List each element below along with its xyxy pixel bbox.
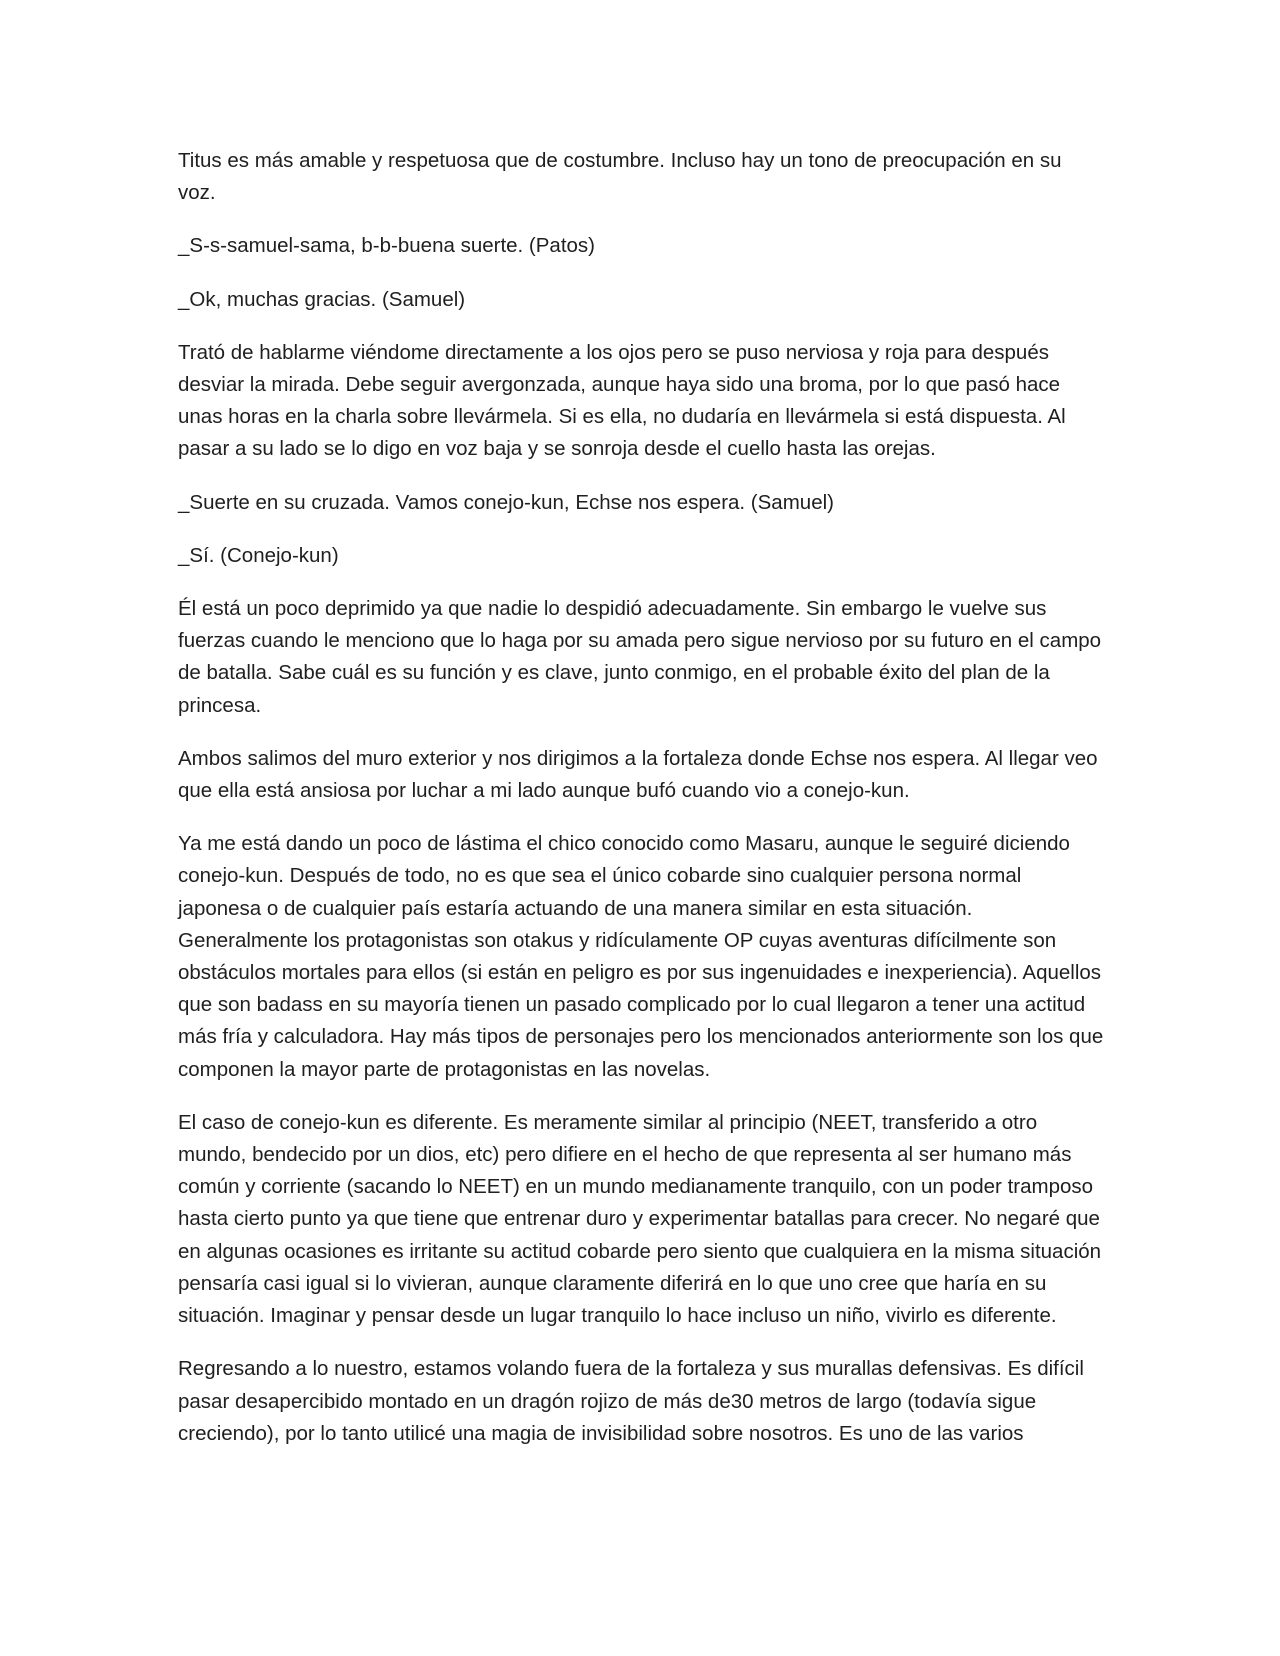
paragraph-depressed: Él está un poco deprimido ya que nadie lo despidió adecuadamente. Sin embargo le vuelve sus fuerzas cuando le menciono que lo haga por su amada pero sigue nervioso por su futuro en el campo de batalla. Sabe cuál es su función y es clave, junto conmigo, en el probable éxito del plan de la princesa. <box>178 597 1102 717</box>
document-body <box>178 145 1104 1471</box>
paragraph-conejo-case: El caso de conejo-kun es diferente. Es meramente similar al principio (NEET, transferido a otro mundo, bendecido por un dios, etc) pero difiere en el hecho de que representa al ser humano más común y corriente (sacando lo NEET) en un mundo medianamente tranquilo, con un poder tramposo hasta cierto punto ya que tiene que entrenar duro y experimentar batallas para crecer. No negaré que en algunas ocasiones es irritante su actitud cobarde pero siento que cualquiera en la misma situación pensaría casi igual si lo vivieran, aunque claramente diferirá en lo que uno cree que haría en su situación. Imaginar y pensar desde un lugar tranquilo lo hace incluso un niño, vivirlo es diferente. <box>178 1110 1102 1328</box>
dialogue-samuel-thanks: _Ok, muchas gracias. (Samuel) <box>178 287 466 311</box>
dialogue-patos: _S-s-samuel-sama, b-b-buena suerte. (Patos) <box>178 234 596 258</box>
paragraph-masaru: Ya me está dando un poco de lástima el chico conocido como Masaru, aunque le seguiré diciendo conejo-kun. Después de todo, no es que sea el único cobarde sino cualquier persona normal japonesa o de cualquier país estaría actuando de una manera similar en esta situación. Generalmente los protagonistas son otakus y ridículamente OP cuyas aventuras difícilmente son obstáculos mortales para ellos (si están en peligro es por sus ingenuidades e inexperiencia). Aquellos que son badass en su mayoría tienen un pasado complicado por lo cual llegaron a tener una actitud más fría y calculadora. Hay más tipos de personajes pero los mencionados anteriormente son los que componen la mayor parte de protagonistas en las novelas. <box>178 832 1104 1081</box>
paragraph-flying: Regresando a lo nuestro, estamos volando fuera de la fortaleza y sus murallas defensivas. Es difícil pasar desapercibido montado en un dragón rojizo de más de30 metros de largo (todavía sigue creciendo), por lo tanto utilicé una magia de invisibilidad sobre nosotros. Es uno de las varios <box>178 1357 1084 1445</box>
dialogue-samuel-crusade: _Suerte en su cruzada. Vamos conejo-kun, Echse nos espera. (Samuel) <box>178 490 834 514</box>
paragraph-fortress: Ambos salimos del muro exterior y nos dirigimos a la fortaleza donde Echse nos espera. Al llegar veo que ella está ansiosa por luchar a mi lado aunque bufó cuando vio a conejo-kun. <box>178 746 1098 803</box>
dialogue-conejo-kun: _Sí. (Conejo-kun) <box>178 543 339 567</box>
paragraph-nervous-look: Trató de hablarme viéndome directamente a los ojos pero se puso nerviosa y roja para después desviar la mirada. Debe seguir avergonzada, aunque haya sido una broma, por lo que pasó hace unas horas en la charla sobre llevármela. Si es ella, no dudaría en llevármela si está dispuesta. Al pasar a su lado se lo digo en voz baja y se sonroja desde el cuello hasta las orejas. <box>178 340 1066 461</box>
paragraph-titus-voice: Titus es más amable y respetuosa que de costumbre. Incluso hay un tono de preocupación en su voz. <box>178 149 1062 205</box>
